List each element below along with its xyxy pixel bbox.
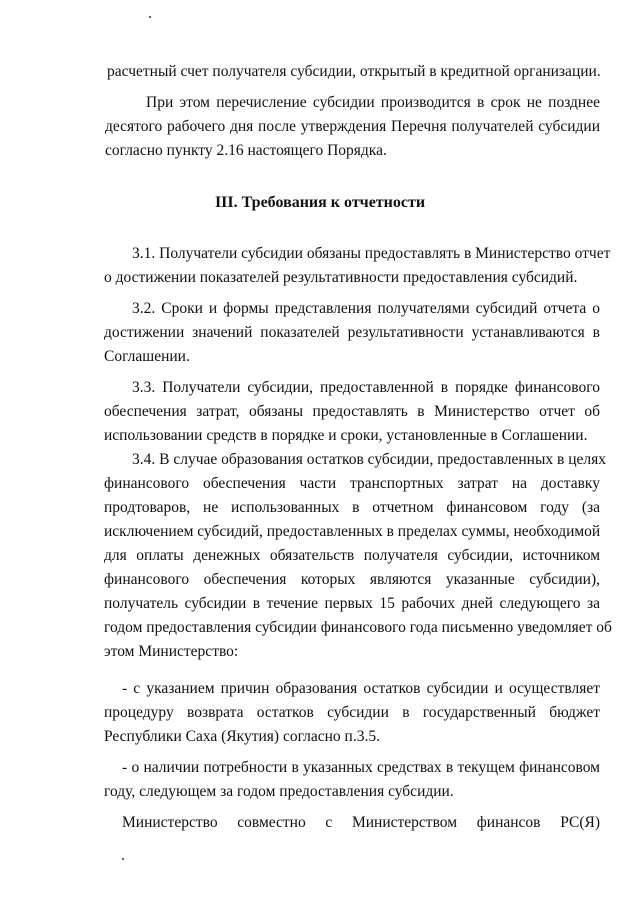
paragraph-line: расчетный счет получателя субсидии, открытый в кредитной организации.: [107, 63, 601, 80]
scan-speck: [122, 858, 124, 860]
paragraph-line: годом предоставления субсидии финансового года письменно уведомляет об: [104, 619, 612, 636]
paragraph-line: 3.4. В случае образования остатков субсидии, предоставленных в целях: [132, 451, 606, 468]
paragraph-line: этом Министерство:: [104, 643, 239, 660]
paragraph-line: исключением субсидий, предоставленных в пределах суммы, необходимой: [104, 523, 601, 540]
paragraph-line: 3.1. Получатели субсидии обязаны предоставлять в Министерство отчет: [132, 245, 611, 262]
paragraph-line: Соглашении.: [104, 348, 190, 365]
paragraph-line: о достижении показателей результативности предоставления субсидий.: [104, 269, 578, 286]
paragraph-line: получатель субсидии в течение первых 15 рабочих дней следующего за: [104, 595, 600, 612]
paragraph-line: продтоваров, не использованных в отчетном финансовом году (за: [104, 499, 600, 516]
paragraph-line: Республики Саха (Якутия) согласно п.3.5.: [104, 728, 380, 745]
scan-speck: [149, 16, 151, 18]
paragraph-line: финансового обеспечения которых являются указанные субсидии),: [104, 571, 600, 588]
paragraph-line: 3.2. Сроки и формы представления получателями субсидий отчета о: [132, 300, 600, 317]
paragraph-line: году, следующем за годом предоставления субсидии.: [104, 783, 454, 800]
paragraph-line: согласно пункту 2.16 настоящего Порядка.: [105, 142, 387, 159]
paragraph-line: достижении значений показателей результативности устанавливаются в: [104, 324, 600, 341]
paragraph-line: использовании средств в порядке и сроки, установленные в Соглашении.: [104, 427, 588, 444]
paragraph-line: финансового обеспечения части транспортных затрат на доставку: [104, 475, 600, 492]
section-heading: III. Требования к отчетности: [214, 194, 426, 211]
paragraph-line: процедуру возврата остатков субсидии в государственный бюджет: [104, 704, 600, 721]
paragraph-line: обеспечения затрат, обязаны предоставлять в Министерство отчет об: [104, 403, 600, 420]
paragraph-line: 3.3. Получатели субсидии, предоставленной в порядке финансового: [132, 379, 600, 396]
paragraph-line: Министерство совместно с Министерством финансов РС(Я): [122, 814, 600, 831]
paragraph-line: При этом перечисление субсидии производится в срок не позднее: [146, 94, 600, 111]
paragraph-line: - с указанием причин образования остатков субсидии и осуществляет: [122, 680, 600, 697]
paragraph-line: - о наличии потребности в указанных средствах в текущем финансовом: [122, 759, 600, 776]
paragraph-line: десятого рабочего дня после утверждения Перечня получателей субсидии: [105, 118, 600, 135]
paragraph-line: для оплаты денежных обязательств получателя субсидии, источником: [104, 547, 600, 564]
